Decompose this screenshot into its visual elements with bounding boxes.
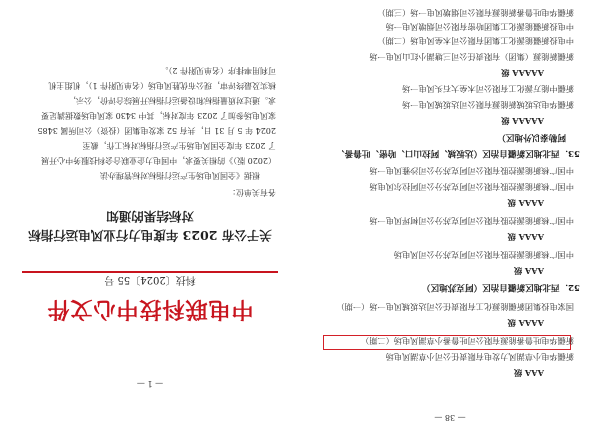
grade-label: AAAA 级 <box>507 232 544 242</box>
list-item: 中电投新疆能源化工集团有限公司木垒风电场（二期） <box>377 36 574 46</box>
list-item: 中电投新疆能源化工集团哈密有限公司烟墩风电一场 <box>385 22 574 32</box>
list-item: 中国广核新能源控股有限公司阿克苏分公司阿拉尔风电场 <box>369 182 574 192</box>
document-number: 科技〔2024〕55 号 <box>104 274 196 285</box>
list-item: 中国广核新能源控股有限公司阿克苏分公司沙雅风电一场 <box>369 166 574 176</box>
list-item: 国家电投集团新疆能源化工有限责任公司达坂城风电一场（一期） <box>336 302 574 312</box>
body-line: （2020 版）》的相关要求，中国电力企业联合会科技服务中心开展 <box>41 156 276 165</box>
list-item: 新疆华电吐鲁番新能源有限公司烟墩风电一场（三期） <box>377 8 574 18</box>
list-item: 新疆华电吐鲁番能源有限公司吐鲁番小草湖风电场（二期） <box>361 336 574 346</box>
list-item-highlighted: 新疆新能源（集团）有限责任公司三塘湖小红山风电一场 <box>369 52 574 62</box>
body-line: 核实及最终评审，现公布优胜风电场（名单见附件 1），机组主机 <box>48 81 276 90</box>
grade-label: AAAA 级 <box>507 318 544 328</box>
page-number: — 38 — <box>434 413 466 422</box>
body-line: 求。通过对质量指标和设备运行指标开展综合评价，公示， <box>68 96 276 105</box>
region-heading-continued: 阿勒泰以外地区） <box>497 132 566 142</box>
page-number: — 1 — <box>136 379 164 388</box>
notice-title-line1: 关于公布 2023 年度电力行业风电运行指标 <box>28 228 272 243</box>
salutation: 各有关单位： <box>228 188 276 197</box>
page-left-list <box>300 0 600 424</box>
grade-label: AAA 级 <box>513 266 544 276</box>
body-line: 2024 年 5 月 31 日，共有 52 家发电集团（投资）公司所属 3485 <box>37 126 276 135</box>
list-item: 新疆华电小草湖风力发电有限责任公司小草湖风电场 <box>385 352 574 362</box>
list-item: 新疆华电达坂城新能源有限公司达坂城风电一场 <box>402 100 574 110</box>
document-header: 中电联科技中心文件 <box>46 296 254 322</box>
region-heading: 53．西北地区新疆自治区（达坂城、阿拉山口、哈密、吐鲁番、 <box>336 148 580 158</box>
list-item: 中国广核新能源控股有限公司阿克苏分公司风电场 <box>393 250 574 260</box>
grade-label: AAA 级 <box>513 368 544 378</box>
grade-label: AAAA 级 <box>507 198 544 208</box>
body-line: 根据《全国风电场生产运行指标对标管理办法 <box>100 171 260 180</box>
body-line: 了 2023 年度全国风电场生产运行指标对标工作，截至 <box>82 141 276 150</box>
list-item: 新疆中能万源化工有限公司木垒大石头风电一场 <box>402 84 574 94</box>
notice-title-line2: 对标结果的通知 <box>106 209 194 224</box>
region-heading: 52．西北地区新疆自治区（阿克苏地区） <box>421 282 580 292</box>
body-line: 可利用率排序（名单见附件 2）。 <box>160 66 276 75</box>
body-line: 家风电场参加了 2023 年度对标，其中 3430 家风电场数据满足要 <box>41 111 276 120</box>
red-divider <box>22 271 278 273</box>
grade-label: AAAAA 级 <box>501 68 544 78</box>
list-item: 中国广核新能源控股有限公司阿克苏分公司柯坪风电一场 <box>369 216 574 226</box>
grade-label: AAAAA 级 <box>501 116 544 126</box>
